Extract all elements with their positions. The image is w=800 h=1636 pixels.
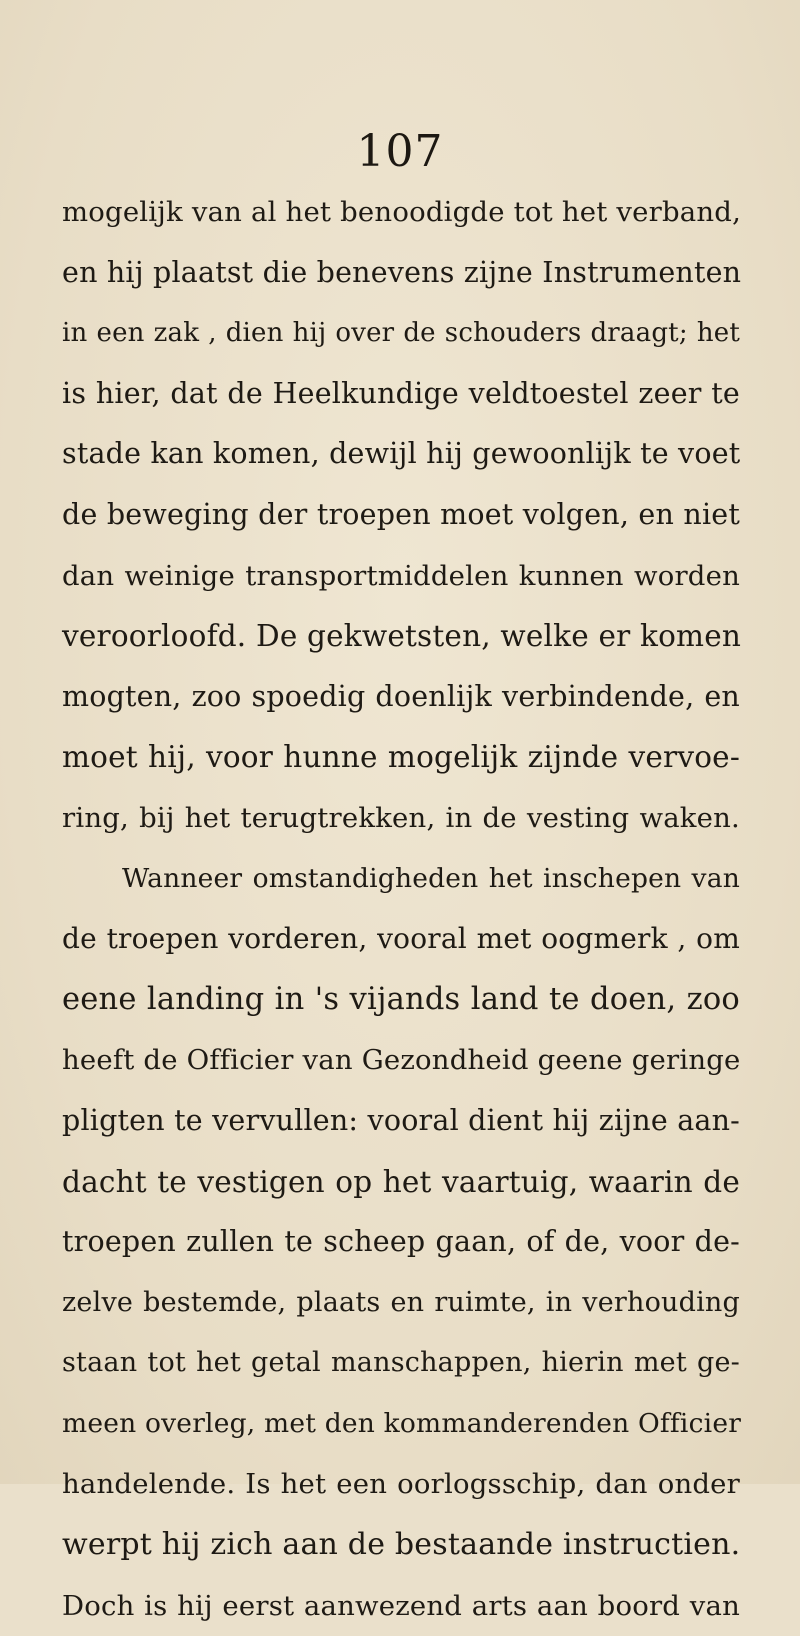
text-line: veroorloofd. De gekwetsten, welke er komen bbox=[62, 619, 742, 654]
body-text bbox=[62, 182, 740, 1636]
text-line: eene landing in 's vijands land te doen, zoo bbox=[62, 981, 740, 1017]
text-line: mogelijk van al het benoodigde tot het verband, bbox=[62, 196, 742, 228]
text-line: zelve bestemde, plaats en ruimte, in verhouding bbox=[62, 1286, 740, 1318]
text-line: en hij plaatst die benevens zijne Instrumenten bbox=[62, 255, 742, 289]
text-line: meen overleg, met den kommanderenden Officier bbox=[62, 1407, 742, 1439]
text-line: werpt hij zich aan de bestaande instructien. bbox=[62, 1527, 741, 1563]
text-line: pligten te vervullen: vooral dient hij zijne aan- bbox=[62, 1103, 740, 1137]
text-line: moet hij, voor hunne mogelijk zijnde vervoe- bbox=[62, 740, 740, 775]
paragraph-start-line: Wanneer omstandigheden het inschepen van bbox=[122, 862, 740, 894]
text-line: Doch is hij eerst aanwezend arts aan boord van bbox=[62, 1589, 740, 1622]
text-line: de troepen vorderen, vooral met oogmerk , om bbox=[62, 922, 740, 956]
text-line: handelende. Is het een oorlogsschip, dan onder bbox=[62, 1468, 740, 1501]
page-number: 107 bbox=[356, 126, 444, 177]
text-line: staan tot het getal manschappen, hierin met ge- bbox=[62, 1347, 740, 1379]
text-line: mogten, zoo spoedig doenlijk verbindende, en bbox=[62, 679, 740, 713]
text-line: dacht te vestigen op het vaartuig, waarin de bbox=[62, 1164, 740, 1199]
text-line: heeft de Officier van Gezondheid geene geringe bbox=[62, 1044, 741, 1077]
text-line: in een zak , dien hij over de schouders draagt; het bbox=[62, 318, 740, 349]
text-line: troepen zullen te scheep gaan, of de, voor de- bbox=[62, 1225, 740, 1259]
text-line: is hier, dat de Heelkundige veldtoestel zeer te bbox=[62, 376, 740, 410]
text-line: ring, bij het terugtrekken, in de vesting waken. bbox=[62, 801, 740, 834]
text-line: stade kan komen, dewijl hij gewoonlijk te voet bbox=[62, 437, 741, 471]
text-line: de beweging der troepen moet volgen, en niet bbox=[62, 497, 740, 531]
text-line: dan weinige transportmiddelen kunnen worden bbox=[62, 559, 740, 592]
